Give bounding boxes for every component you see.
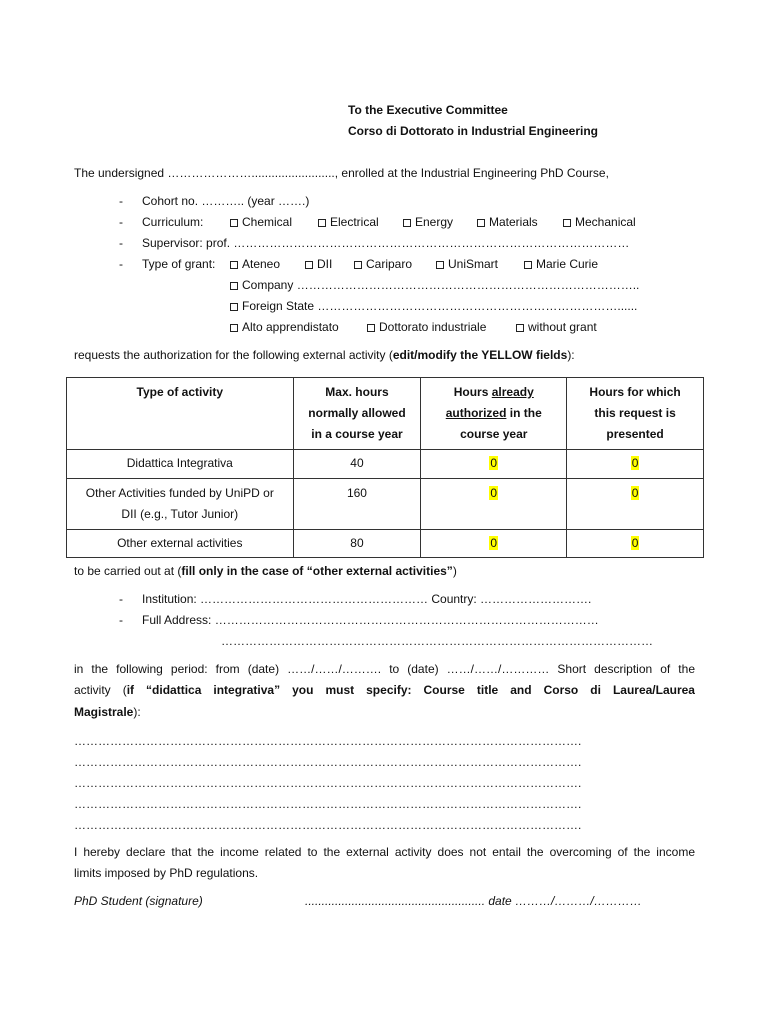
address-field-continued[interactable]: ……………………………………………………………………………………………… (221, 634, 653, 648)
declaration-line1: I hereby declare that the income related to the external activity does not entail the overcoming of the income (74, 845, 695, 859)
grant-option-ateneo[interactable]: Ateneo (230, 257, 280, 271)
header-hours-requested: Hours for which this request is presented (567, 378, 704, 450)
table-header-row (67, 378, 704, 450)
grant-option-dottorato-industriale[interactable]: Dottorato industriale (367, 320, 486, 334)
cell-max-hours: 80 (293, 530, 421, 558)
cell-authorized-hours[interactable]: 0 (421, 530, 567, 558)
cell-requested-hours[interactable]: 0 (567, 450, 704, 479)
bullet-dash: - (119, 613, 123, 627)
grant-option-cariparo[interactable]: Cariparo (354, 257, 412, 271)
declaration-line2: limits imposed by PhD regulations. (74, 866, 259, 880)
curriculum-option-electrical[interactable]: Electrical (318, 215, 379, 229)
checkbox-icon[interactable] (305, 261, 313, 269)
bullet-dash: - (119, 194, 123, 208)
cell-activity-type: Didattica Integrativa (67, 450, 294, 479)
cell-authorized-hours[interactable]: 0 (421, 479, 567, 530)
period-line3: Magistrale): (74, 705, 141, 719)
signature-date-field[interactable]: ...................................................... date ………/………/………… (305, 894, 642, 908)
description-line[interactable]: ………………………………………………………………………………………………………………. (74, 734, 582, 748)
bullet-dash: - (119, 236, 123, 250)
addressee-line1: To the Executive Committee (348, 103, 508, 117)
curriculum-option-mechanical[interactable]: Mechanical (563, 215, 636, 229)
checkbox-icon[interactable] (524, 261, 532, 269)
curriculum-label: Curriculum: (142, 215, 204, 229)
checkbox-icon[interactable] (354, 261, 362, 269)
activity-table (66, 377, 704, 558)
cell-activity-type: Other external activities (67, 530, 294, 558)
cell-requested-hours[interactable]: 0 (567, 530, 704, 558)
bullet-dash: - (119, 257, 123, 271)
checkbox-icon[interactable] (230, 303, 238, 311)
grant-option-marie-curie[interactable]: Marie Curie (524, 257, 598, 271)
description-line[interactable]: ………………………………………………………………………………………………………………. (74, 818, 582, 832)
signature-label: PhD Student (signature) (74, 894, 203, 908)
cell-max-hours: 40 (293, 450, 421, 479)
request-text: requests the authorization for the following external activity (edit/modify the YELLOW fields): (74, 348, 575, 362)
table-row (67, 479, 704, 530)
checkbox-icon[interactable] (436, 261, 444, 269)
curriculum-option-chemical[interactable]: Chemical (230, 215, 292, 229)
grant-option-dii[interactable]: DII (305, 257, 332, 271)
grant-option-without-grant[interactable]: without grant (516, 320, 597, 334)
header-type-of-activity: Type of activity (67, 378, 294, 450)
description-line[interactable]: ………………………………………………………………………………………………………………. (74, 755, 582, 769)
grant-option-alto-apprendistato[interactable]: Alto apprendistato (230, 320, 339, 334)
cohort-field[interactable]: Cohort no. ……….. (year …….) (142, 194, 310, 208)
description-line[interactable]: ………………………………………………………………………………………………………………. (74, 797, 582, 811)
cell-activity-type: Other Activities funded by UniPD or DII (e.g., Tutor Junior) (67, 479, 294, 530)
institution-field[interactable]: Institution: ………………………………………………… Country: ………………………. (142, 592, 592, 606)
grant-option-unismart[interactable]: UniSmart (436, 257, 498, 271)
checkbox-icon[interactable] (367, 324, 375, 332)
header-hours-authorized: Hours already authorized in the course year (421, 378, 567, 450)
table-row (67, 530, 704, 558)
checkbox-icon[interactable] (230, 219, 238, 227)
table-row (67, 450, 704, 479)
carried-out-text: to be carried out at (fill only in the case of “other external activities”) (74, 564, 457, 578)
bullet-dash: - (119, 592, 123, 606)
checkbox-icon[interactable] (318, 219, 326, 227)
address-field[interactable]: Full Address: …………………………………………………………………………………… (142, 613, 599, 627)
cell-requested-hours[interactable]: 0 (567, 479, 704, 530)
cell-max-hours: 160 (293, 479, 421, 530)
curriculum-option-energy[interactable]: Energy (403, 215, 453, 229)
description-line[interactable]: ………………………………………………………………………………………………………………. (74, 776, 582, 790)
cell-authorized-hours[interactable]: 0 (421, 450, 567, 479)
period-line2: activity (if “didattica integrativa” you must specify: Course title and Corso di Laurea/Laurea (74, 683, 695, 697)
addressee-line2: Corso di Dottorato in Industrial Engineering (348, 124, 599, 138)
curriculum-option-materials[interactable]: Materials (477, 215, 538, 229)
checkbox-icon[interactable] (230, 261, 238, 269)
grant-label: Type of grant: (142, 257, 216, 271)
bullet-dash: - (119, 215, 123, 229)
checkbox-icon[interactable] (477, 219, 485, 227)
checkbox-icon[interactable] (230, 324, 238, 332)
checkbox-icon[interactable] (516, 324, 524, 332)
checkbox-icon[interactable] (403, 219, 411, 227)
grant-option-foreign-state[interactable]: Foreign State …………………………………………………………………...... (230, 299, 637, 313)
period-line1[interactable]: in the following period: from (date) ……/……/………. to (date) ……/……/………… Short description of the (74, 662, 695, 676)
header-max-hours: Max. hours normally allowed in a course year (293, 378, 421, 450)
checkbox-icon[interactable] (563, 219, 571, 227)
supervisor-field[interactable]: Supervisor: prof. ……………………………………………………………………………………… (142, 236, 630, 250)
grant-option-company[interactable]: Company ………………………………………………………………………….. (230, 278, 639, 292)
checkbox-icon[interactable] (230, 282, 238, 290)
intro-text[interactable]: The undersigned …………………........................., enrolled at the Industrial Engineering PhD Course, (74, 166, 609, 180)
